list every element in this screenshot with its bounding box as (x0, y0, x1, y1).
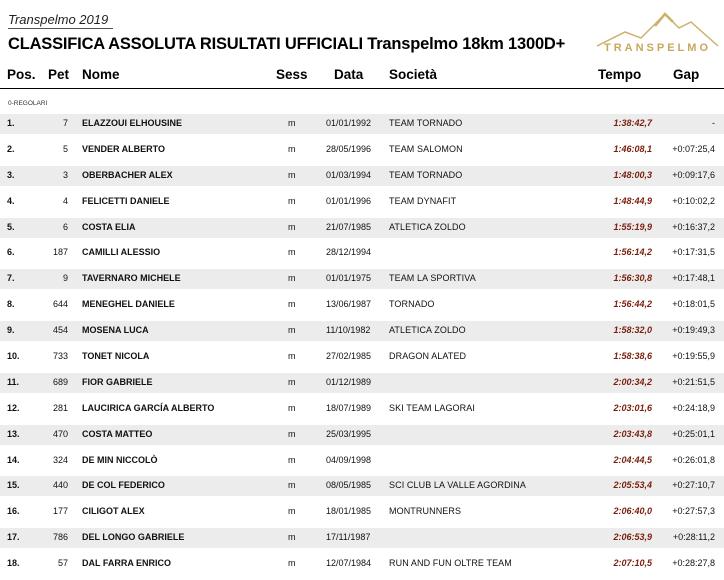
cell-nome: COSTA ELIA (82, 221, 136, 232)
cell-societa: TEAM LA SPORTIVA (389, 273, 476, 284)
cell-pos: 6. (7, 247, 15, 258)
cell-nome: MOSENA LUCA (82, 325, 149, 336)
cell-gap: +0:25:01,1 (672, 428, 715, 439)
table-row (0, 525, 724, 551)
cell-data: 01/12/1989 (326, 376, 372, 387)
event-title: Transpelmo 2019 (8, 12, 109, 27)
transpelmo-logo (595, 8, 720, 70)
cell-data: 01/01/1992 (326, 118, 372, 128)
table-row (0, 189, 724, 215)
cell-tempo: 1:56:14,2 (613, 247, 652, 258)
cell-sess: m (288, 506, 296, 517)
table-row (0, 551, 724, 577)
cell-gap: +0:28:11,2 (672, 532, 715, 543)
cell-pos: 5. (7, 221, 15, 232)
cell-pos: 7. (7, 273, 15, 284)
cell-data: 28/12/1994 (326, 247, 372, 258)
cell-gap: +0:19:55,9 (672, 351, 715, 362)
cell-pet: 733 (52, 351, 68, 362)
header-pos: Pos. (7, 67, 36, 82)
cell-pos: 16. (7, 506, 20, 517)
table-row (0, 111, 724, 137)
cell-nome: TAVERNARO MICHELE (82, 273, 181, 284)
cell-pet: 5 (62, 143, 68, 154)
cell-societa: SCI CLUB LA VALLE AGORDINA (389, 480, 526, 491)
header-data: Data (334, 67, 364, 82)
cell-societa: DRAGON ALATED (389, 351, 467, 362)
header-pet: Pet (48, 67, 70, 82)
cell-data: 01/01/1975 (326, 273, 372, 284)
cell-sess: m (288, 143, 296, 154)
cell-societa: MONTRUNNERS (389, 506, 462, 517)
cell-data: 13/06/1987 (326, 299, 372, 310)
cell-nome: LAUCIRICA GARCÍA ALBERTO (82, 402, 215, 413)
cell-sess: m (288, 428, 296, 439)
cell-pos: 9. (7, 325, 15, 336)
cell-sess: m (288, 195, 296, 206)
cell-nome: CILIGOT ALEX (82, 506, 145, 517)
cell-sess: m (288, 558, 296, 569)
table-row (0, 370, 724, 396)
cell-pos: 1. (7, 118, 15, 128)
cell-pet: 454 (52, 325, 68, 336)
cell-data: 11/10/1982 (326, 325, 371, 336)
cell-tempo: 2:07:10,5 (613, 558, 652, 569)
table-row (0, 137, 724, 163)
cell-data: 08/05/1985 (326, 480, 372, 491)
cell-societa: TEAM SALOMON (389, 143, 463, 154)
cell-pet: 689 (52, 376, 68, 387)
event-title-underline (8, 28, 113, 29)
header-societa: Società (389, 67, 438, 82)
cell-tempo: 2:05:53,4 (613, 480, 652, 491)
cell-tempo: 1:46:08,1 (613, 143, 652, 154)
cell-societa: TEAM DYNAFIT (389, 195, 457, 206)
cell-pos: 2. (7, 143, 15, 154)
cell-data: 12/07/1984 (326, 558, 372, 569)
cell-societa: ATLETICA ZOLDO (389, 221, 466, 232)
cell-pet: 470 (52, 428, 68, 439)
cell-tempo: 2:00:34,2 (613, 376, 652, 387)
cell-pos: 3. (7, 169, 15, 180)
cell-gap: +0:10:02,2 (672, 195, 715, 206)
page-title: CLASSIFICA ASSOLUTA RISULTATI UFFICIALI Transpelmo 18km 1300D+ (8, 35, 566, 53)
table-row (0, 499, 724, 525)
cell-pos: 13. (7, 428, 20, 439)
cell-nome: ELAZZOUI ELHOUSINE (82, 118, 183, 128)
table-row (0, 448, 724, 474)
table-header (0, 63, 724, 87)
results-table (0, 111, 724, 577)
cell-sess: m (288, 273, 296, 284)
cell-nome: DE MIN NICCOLÒ (82, 454, 158, 465)
header-tempo: Tempo (598, 67, 642, 82)
cell-tempo: 1:48:44,9 (613, 195, 652, 206)
cell-pos: 12. (7, 402, 20, 413)
cell-pet: 440 (52, 480, 68, 491)
cell-tempo: 1:55:19,9 (613, 221, 652, 232)
cell-data: 18/07/1989 (326, 402, 372, 413)
table-row (0, 396, 724, 422)
cell-gap: +0:26:01,8 (672, 454, 715, 465)
table-row (0, 292, 724, 318)
table-row (0, 240, 724, 266)
cell-societa: TEAM TORNADO (389, 118, 463, 128)
cell-pos: 15. (7, 480, 20, 491)
cell-pos: 18. (7, 558, 20, 569)
cell-sess: m (288, 325, 296, 336)
cell-pet: 6 (62, 221, 68, 232)
cell-nome: OBERBACHER ALEX (82, 169, 173, 180)
cell-nome: DAL FARRA ENRICO (82, 558, 172, 569)
cell-data: 04/09/1998 (326, 454, 372, 465)
cell-gap: +0:17:31,5 (672, 247, 715, 258)
cell-sess: m (288, 299, 296, 310)
cell-data: 17/11/1987 (326, 532, 371, 543)
cell-pet: 786 (52, 532, 68, 543)
cell-gap: +0:18:01,5 (672, 299, 715, 310)
cell-pet: 4 (62, 195, 68, 206)
cell-societa: TORNADO (389, 299, 435, 310)
cell-nome: CAMILLI ALESSIO (82, 247, 161, 258)
cell-gap: +0:21:51,5 (672, 376, 715, 387)
cell-sess: m (288, 118, 296, 128)
table-row (0, 344, 724, 370)
cell-sess: m (288, 351, 296, 362)
cell-gap: +0:07:25,4 (672, 143, 715, 154)
cell-pos: 17. (7, 532, 20, 543)
cell-nome: COSTA MATTEO (82, 428, 153, 439)
cell-tempo: 1:56:30,8 (613, 273, 652, 284)
cell-nome: DE COL FEDERICO (82, 480, 165, 491)
table-row (0, 266, 724, 292)
cell-tempo: 1:38:42,7 (613, 118, 652, 128)
cell-tempo: 2:04:44,5 (613, 454, 652, 465)
cell-tempo: 1:56:44,2 (613, 299, 652, 310)
header-divider (0, 88, 724, 89)
cell-gap: +0:27:57,3 (672, 506, 715, 517)
cell-gap: +0:16:37,2 (672, 221, 715, 232)
table-row (0, 318, 724, 344)
cell-gap: +0:17:48,1 (672, 273, 715, 284)
cell-data: 21/07/1985 (326, 221, 372, 232)
cell-pos: 11. (7, 376, 20, 387)
cell-tempo: 1:58:38,6 (613, 351, 652, 362)
cell-sess: m (288, 221, 296, 232)
cell-gap: +0:28:27,8 (672, 558, 715, 569)
cell-sess: m (288, 376, 296, 387)
cell-nome: FIOR GABRIELE (82, 376, 153, 387)
header-gap: Gap (673, 67, 700, 82)
cell-tempo: 2:03:01,6 (613, 402, 652, 413)
cell-tempo: 1:58:32,0 (613, 325, 652, 336)
cell-nome: DEL LONGO GABRIELE (82, 532, 185, 543)
cell-pet: 7 (62, 118, 68, 128)
cell-data: 27/02/1985 (326, 351, 372, 362)
table-row (0, 163, 724, 189)
cell-nome: TONET NICOLA (82, 351, 150, 362)
cell-pet: 9 (62, 273, 68, 284)
header-sess: Sess (276, 67, 308, 82)
cell-pet: 644 (52, 299, 68, 310)
cell-pos: 14. (7, 454, 20, 465)
cell-sess: m (288, 402, 296, 413)
cell-pet: 57 (57, 558, 68, 569)
header-nome: Nome (82, 67, 120, 82)
cell-gap: +0:24:18,9 (672, 402, 715, 413)
cell-pet: 3 (62, 169, 68, 180)
group-label: 0-REGOLARI (8, 100, 48, 107)
cell-sess: m (288, 480, 296, 491)
cell-tempo: 2:06:40,0 (613, 506, 652, 517)
cell-pet: 324 (52, 454, 68, 465)
cell-pos: 8. (7, 299, 15, 310)
cell-tempo: 2:03:43,8 (613, 428, 652, 439)
cell-data: 01/01/1996 (326, 195, 372, 206)
cell-pet: 187 (52, 247, 68, 258)
cell-pet: 281 (52, 402, 68, 413)
cell-sess: m (288, 169, 296, 180)
cell-data: 25/03/1995 (326, 428, 372, 439)
cell-sess: m (288, 532, 296, 543)
table-row (0, 215, 724, 241)
cell-societa: ATLETICA ZOLDO (389, 325, 466, 336)
cell-sess: m (288, 247, 296, 258)
table-row (0, 422, 724, 448)
cell-nome: VENDER ALBERTO (82, 143, 166, 154)
cell-data: 28/05/1996 (326, 143, 372, 154)
logo-lettering: TRANSPELMO (604, 42, 711, 54)
table-row (0, 473, 724, 499)
cell-tempo: 1:48:00,3 (613, 169, 652, 180)
cell-gap: +0:09:17,6 (672, 169, 715, 180)
cell-pet: 177 (52, 506, 68, 517)
cell-societa: TEAM TORNADO (389, 169, 463, 180)
cell-gap: - (712, 118, 715, 128)
cell-pos: 10. (7, 351, 20, 362)
cell-tempo: 2:06:53,9 (613, 532, 652, 543)
cell-data: 01/03/1994 (326, 169, 372, 180)
cell-pos: 4. (7, 195, 15, 206)
cell-data: 18/01/1985 (326, 506, 372, 517)
cell-sess: m (288, 454, 296, 465)
cell-societa: SKI TEAM LAGORAI (389, 402, 475, 413)
cell-societa: RUN AND FUN OLTRE TEAM (389, 558, 512, 569)
cell-nome: MENEGHEL DANIELE (82, 299, 175, 310)
cell-gap: +0:19:49,3 (672, 325, 715, 336)
cell-gap: +0:27:10,7 (672, 480, 715, 491)
cell-nome: FELICETTI DANIELE (82, 195, 170, 206)
